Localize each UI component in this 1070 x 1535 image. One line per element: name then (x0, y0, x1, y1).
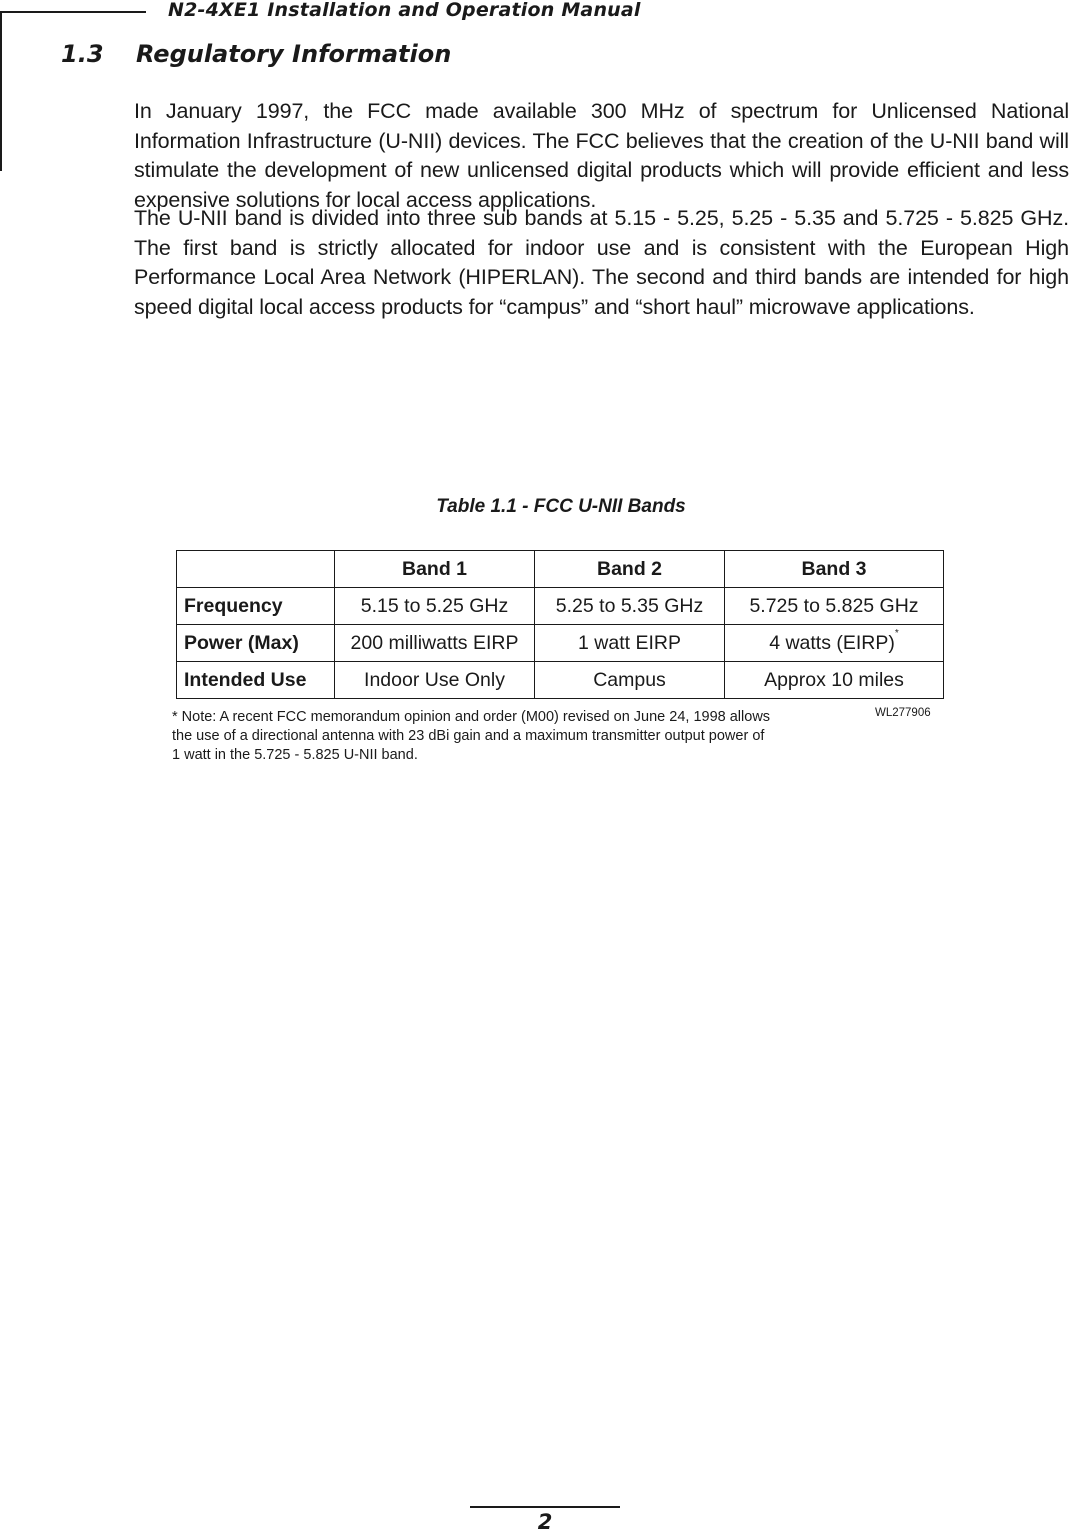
cell-power-band-3-value: 4 watts (EIRP) (769, 631, 895, 654)
figure-id: WL277906 (875, 707, 931, 719)
cell-use-band-2: Campus (535, 662, 725, 699)
page-number: 2 (537, 1510, 553, 1534)
paragraph-unii-intro: In January 1997, the FCC made available 300 MHz of spectrum for Unlicensed National Information Infrastructure (U-NII) devices. The FCC believes that the creation of the U-NII band will stimulate the development of new unlicensed digital products which will provide efficient and less expensive solutions for local access applications. (134, 99, 1069, 212)
row-label-power: Power (Max) (177, 625, 335, 662)
section-title: Regulatory Information (136, 40, 452, 68)
table-header-band-2: Band 2 (535, 551, 725, 588)
cell-power-band-3 (725, 625, 944, 662)
table-caption: Table 1.1 - FCC U-NII Bands (436, 496, 686, 517)
table-row-frequency (177, 588, 944, 625)
table-header-row (177, 551, 944, 588)
table-footnote: * Note: A recent FCC memorandum opinion and order (M00) revised on June 24, 1998 allows the use of a directional antenna with 23 dBi gain and a maximum transmitter output power of 1 watt in the 5.725 - 5.825 U-NII band. (172, 709, 771, 763)
section-heading (61, 40, 451, 68)
table-header-empty (177, 551, 335, 588)
cell-power-band-2: 1 watt EIRP (535, 625, 725, 662)
cell-frequency-band-2: 5.25 to 5.35 GHz (535, 588, 725, 625)
cell-frequency-band-1: 5.15 to 5.25 GHz (335, 588, 535, 625)
cell-power-band-1: 200 milliwatts EIRP (335, 625, 535, 662)
header-rule (0, 11, 146, 13)
fcc-unii-bands-table (176, 550, 944, 699)
footnote-marker: * (894, 627, 899, 639)
footer-rule (470, 1506, 620, 1508)
table-row-power (177, 625, 944, 662)
cell-use-band-3: Approx 10 miles (725, 662, 944, 699)
table-header-band-3: Band 3 (725, 551, 944, 588)
cell-use-band-1: Indoor Use Only (335, 662, 535, 699)
table-row-intended-use (177, 662, 944, 699)
cell-frequency-band-3: 5.725 to 5.825 GHz (725, 588, 944, 625)
paragraph-unii-bands: The U-NII band is divided into three sub bands at 5.15 - 5.25, 5.25 - 5.35 and 5.725 - 5.825 GHz. The first band is strictly allocated for indoor use and is consistent with the European High Performance Local Area Network (HIPERLAN). The second and third bands are intended for high speed digital local access products for “campus” and “short haul” microwave applications. (134, 206, 1069, 319)
margin-rule (0, 11, 2, 171)
table-header-band-1: Band 1 (335, 551, 535, 588)
row-label-intended-use: Intended Use (177, 662, 335, 699)
running-header: N2-4XE1 Installation and Operation Manual (168, 0, 641, 21)
row-label-frequency: Frequency (177, 588, 335, 625)
section-number: 1.3 (61, 40, 104, 68)
